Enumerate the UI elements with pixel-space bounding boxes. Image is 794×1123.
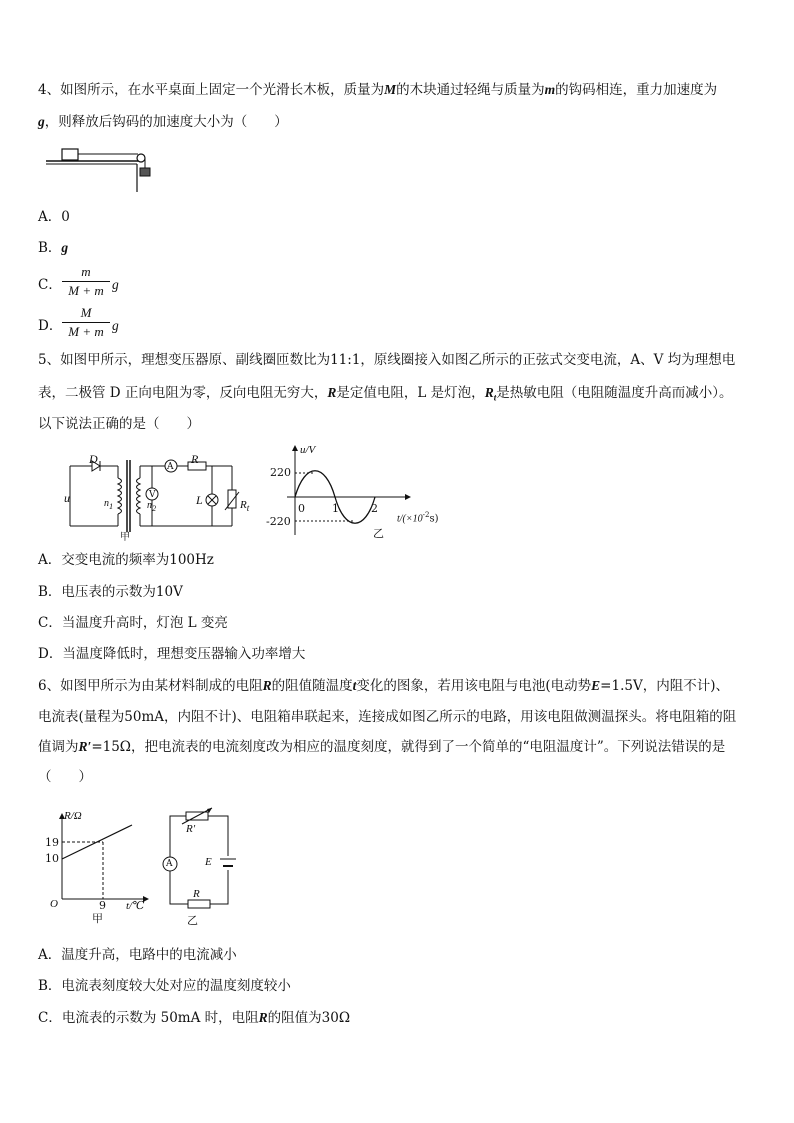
q6-label-R: R xyxy=(193,888,200,900)
symbol-m: m xyxy=(544,82,556,97)
q5-graph-x-tick-1: 1 xyxy=(332,502,339,515)
q5-voltmeter-label: V xyxy=(149,490,156,500)
q5-graph-y-axis-label: u/V xyxy=(300,444,316,456)
q6-stem-line2: 电流表(量程为50mA，内阻不计)、电阻箱串联起来，连接成如图乙所示的电路，用该电阻做测温探头。将电阻箱的阻 xyxy=(38,709,737,725)
q5-stem-line2: 表，二极管 D 正向电阻为零，反向电阻无穷大，R是定值电阻，L 是灯泡，$R_t$是热敏电阻（电阻随温度升高而减小）。 xyxy=(38,385,733,403)
q5-option-c: C．当温度升高时，灯泡 L 变亮 xyxy=(38,615,228,631)
q6-option-b: B．电流表刻度较大处对应的温度刻度较小 xyxy=(38,978,291,994)
q5-figure-caption-jia: 甲 xyxy=(120,532,130,543)
symbol-M: M xyxy=(384,82,397,97)
q6-graph-y-tick-19: 19 xyxy=(45,836,59,849)
q6-option-a: A．温度升高，电路中的电流减小 xyxy=(38,947,237,963)
q6-label-Rprime: R′ xyxy=(186,823,196,835)
q4-option-c-label: C． xyxy=(38,277,62,293)
q5-graph-x-tick-0: 0 xyxy=(298,502,305,515)
q4-option-d-g: g xyxy=(112,318,119,333)
q6-ammeter-label: A xyxy=(166,859,173,869)
q5-stem-line3: 以下说法正确的是（ ） xyxy=(38,416,200,432)
q5-graph-x-tick-2: 2 xyxy=(371,502,378,515)
q4-stem-line2: g，则释放后钩码的加速度大小为（ ） xyxy=(38,114,288,130)
q4-option-c-fraction: m M + m xyxy=(62,264,110,299)
q5-label-L: L xyxy=(196,493,203,507)
q5-ammeter-label: A xyxy=(167,462,174,472)
q5-label-n2: $n_2$ xyxy=(147,500,157,513)
q6-graph-x-tick-9: 9 xyxy=(99,899,106,912)
q6-stem-line1: 6、如图甲所示为由某材料制成的电阻R的阻值随温度t变化的图象，若用该电阻与电池(电动势E=1.5V，内阻不计)、 xyxy=(38,678,729,694)
q4-option-d-fraction: M M + m xyxy=(62,305,110,340)
q5-stem-line1: 5、如图甲所示，理想变压器原、副线圈匝数比为11:1，原线圈接入如图乙所示的正弦式交变电流，A、V 均为理想电 xyxy=(38,352,736,368)
q5-graph-x-axis-label: $t/(\times 10^{-2}s)$ xyxy=(397,511,439,525)
q6-graph-y-tick-10: 10 xyxy=(45,852,59,865)
q5-label-n1: $n_1$ xyxy=(104,498,114,511)
q4-figure-board-pulley xyxy=(40,144,160,194)
q4-stem-line1: 4、如图所示，在水平桌面上固定一个光滑长木板，质量为M的木块通过轻绳与质量为m的钩码相连，重力加速度为 xyxy=(38,82,718,98)
q6-stem-line4: （ ） xyxy=(38,769,92,785)
q5-option-b: B．电压表的示数为10V xyxy=(38,584,183,600)
q6-option-c: C．电流表的示数为 50mA 时，电阻R的阻值为30Ω xyxy=(38,1010,351,1026)
q6-graph-origin-label: O xyxy=(50,898,58,910)
q6-label-E: E xyxy=(205,856,212,868)
q4-option-c-g: g xyxy=(112,277,119,292)
q4-option-d-label: D． xyxy=(38,318,63,334)
q6-graph-y-axis-label: R/Ω xyxy=(64,810,82,822)
q5-figure-caption-yi: 乙 xyxy=(373,527,384,540)
q5-label-u: u xyxy=(64,491,70,505)
q5-graph-y-tick-220: 220 xyxy=(270,466,291,479)
q6-figure-caption-jia: 甲 xyxy=(92,912,103,925)
q4-option-b: B．g xyxy=(38,240,69,256)
q5-label-diode: D xyxy=(89,452,98,466)
q5-label-R: R xyxy=(191,452,199,466)
q6-stem-line3: 值调为R′=15Ω，把电流表的电流刻度改为相应的温度刻度，就得到了一个简单的“电阻温度计”。下列说法错误的是 xyxy=(38,739,726,755)
q5-label-Rt: $R_t$ xyxy=(240,499,250,514)
q6-figure-caption-yi: 乙 xyxy=(187,914,198,927)
q5-option-a: A．交变电流的频率为100Hz xyxy=(38,552,214,568)
q5-graph-y-tick-neg220: -220 xyxy=(266,515,291,528)
q4-option-a: A．0 xyxy=(38,209,70,225)
q5-option-d: D．当温度降低时，理想变压器输入功率增大 xyxy=(38,646,306,662)
q6-graph-x-axis-label: t/℃ xyxy=(126,900,145,912)
